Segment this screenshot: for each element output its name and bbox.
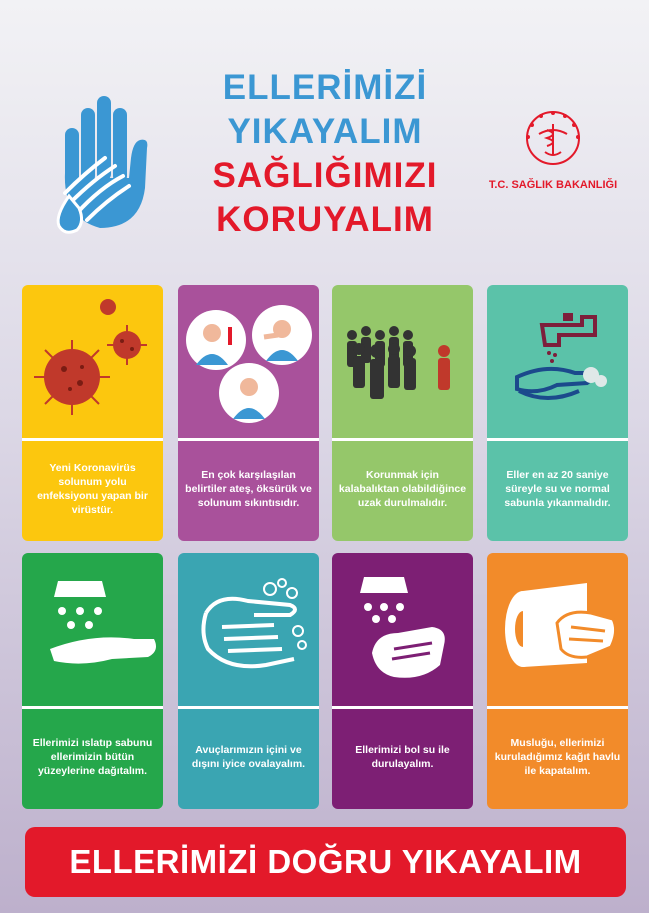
bottom-banner	[25, 827, 626, 897]
wet-hand-icon	[22, 553, 163, 703]
title-line-4: KORUYALIM	[216, 200, 434, 239]
ministry-name: T.C. SAĞLIK BAKANLIĞI	[488, 179, 618, 191]
info-card-lather	[178, 553, 319, 809]
card-text: Ellerimizi ıslatıp sabunu ellerimizin bütün yüzeylerine dağıtalım.	[32, 737, 153, 777]
card-text: En çok karşılaşılan belirtiler ateş, öksürük ve solunum sıkıntısıdır.	[185, 469, 312, 509]
main-title	[190, 66, 460, 242]
title-line-3: SAĞLIĞIMIZI	[212, 156, 438, 195]
paper-towel-icon	[487, 553, 628, 703]
info-card-rinse	[332, 553, 473, 809]
info-card-handwash	[487, 285, 628, 541]
lathering-hands-icon	[178, 553, 319, 703]
ministry-logo	[478, 108, 628, 191]
rinse-hand-icon	[332, 553, 473, 703]
ministry-emblem-icon	[523, 108, 583, 168]
card-text: Musluğu, ellerimizi kuruladığımız kağıt havlu ile kapatalım.	[494, 737, 621, 777]
info-card-virus	[22, 285, 163, 541]
coronavirus-icon	[22, 285, 163, 435]
info-card-symptoms	[178, 285, 319, 541]
info-card-distance	[332, 285, 473, 541]
title-line-1: ELLERİMİZİ	[222, 68, 428, 107]
faucet-hands-icon	[487, 285, 628, 435]
card-text: Avuçlarımızın içini ve dışını iyice ovalayalım.	[191, 744, 306, 770]
hand-water-drop-icon	[45, 88, 155, 238]
title-line-2: YIKAYALIM	[227, 112, 423, 151]
info-card-wet-hands	[22, 553, 163, 809]
card-text: Eller en az 20 saniye süreyle su ve normal sabunla yıkanmalıdır.	[504, 469, 611, 509]
banner-text: ELLERİMİZİ DOĞRU YIKAYALIM	[69, 843, 582, 880]
card-text: Korunmak için kalabalıktan olabildiğince uzak durulmalıdır.	[338, 469, 467, 509]
card-text: Ellerimizi bol su ile durulayalım.	[355, 744, 450, 770]
info-card-paper-towel	[487, 553, 628, 809]
crowd-distance-icon	[332, 285, 473, 435]
card-text: Yeni Koronavirüs solunum yolu enfeksiyonu yapan bir virüstür.	[37, 462, 148, 516]
symptoms-icon	[178, 285, 319, 435]
